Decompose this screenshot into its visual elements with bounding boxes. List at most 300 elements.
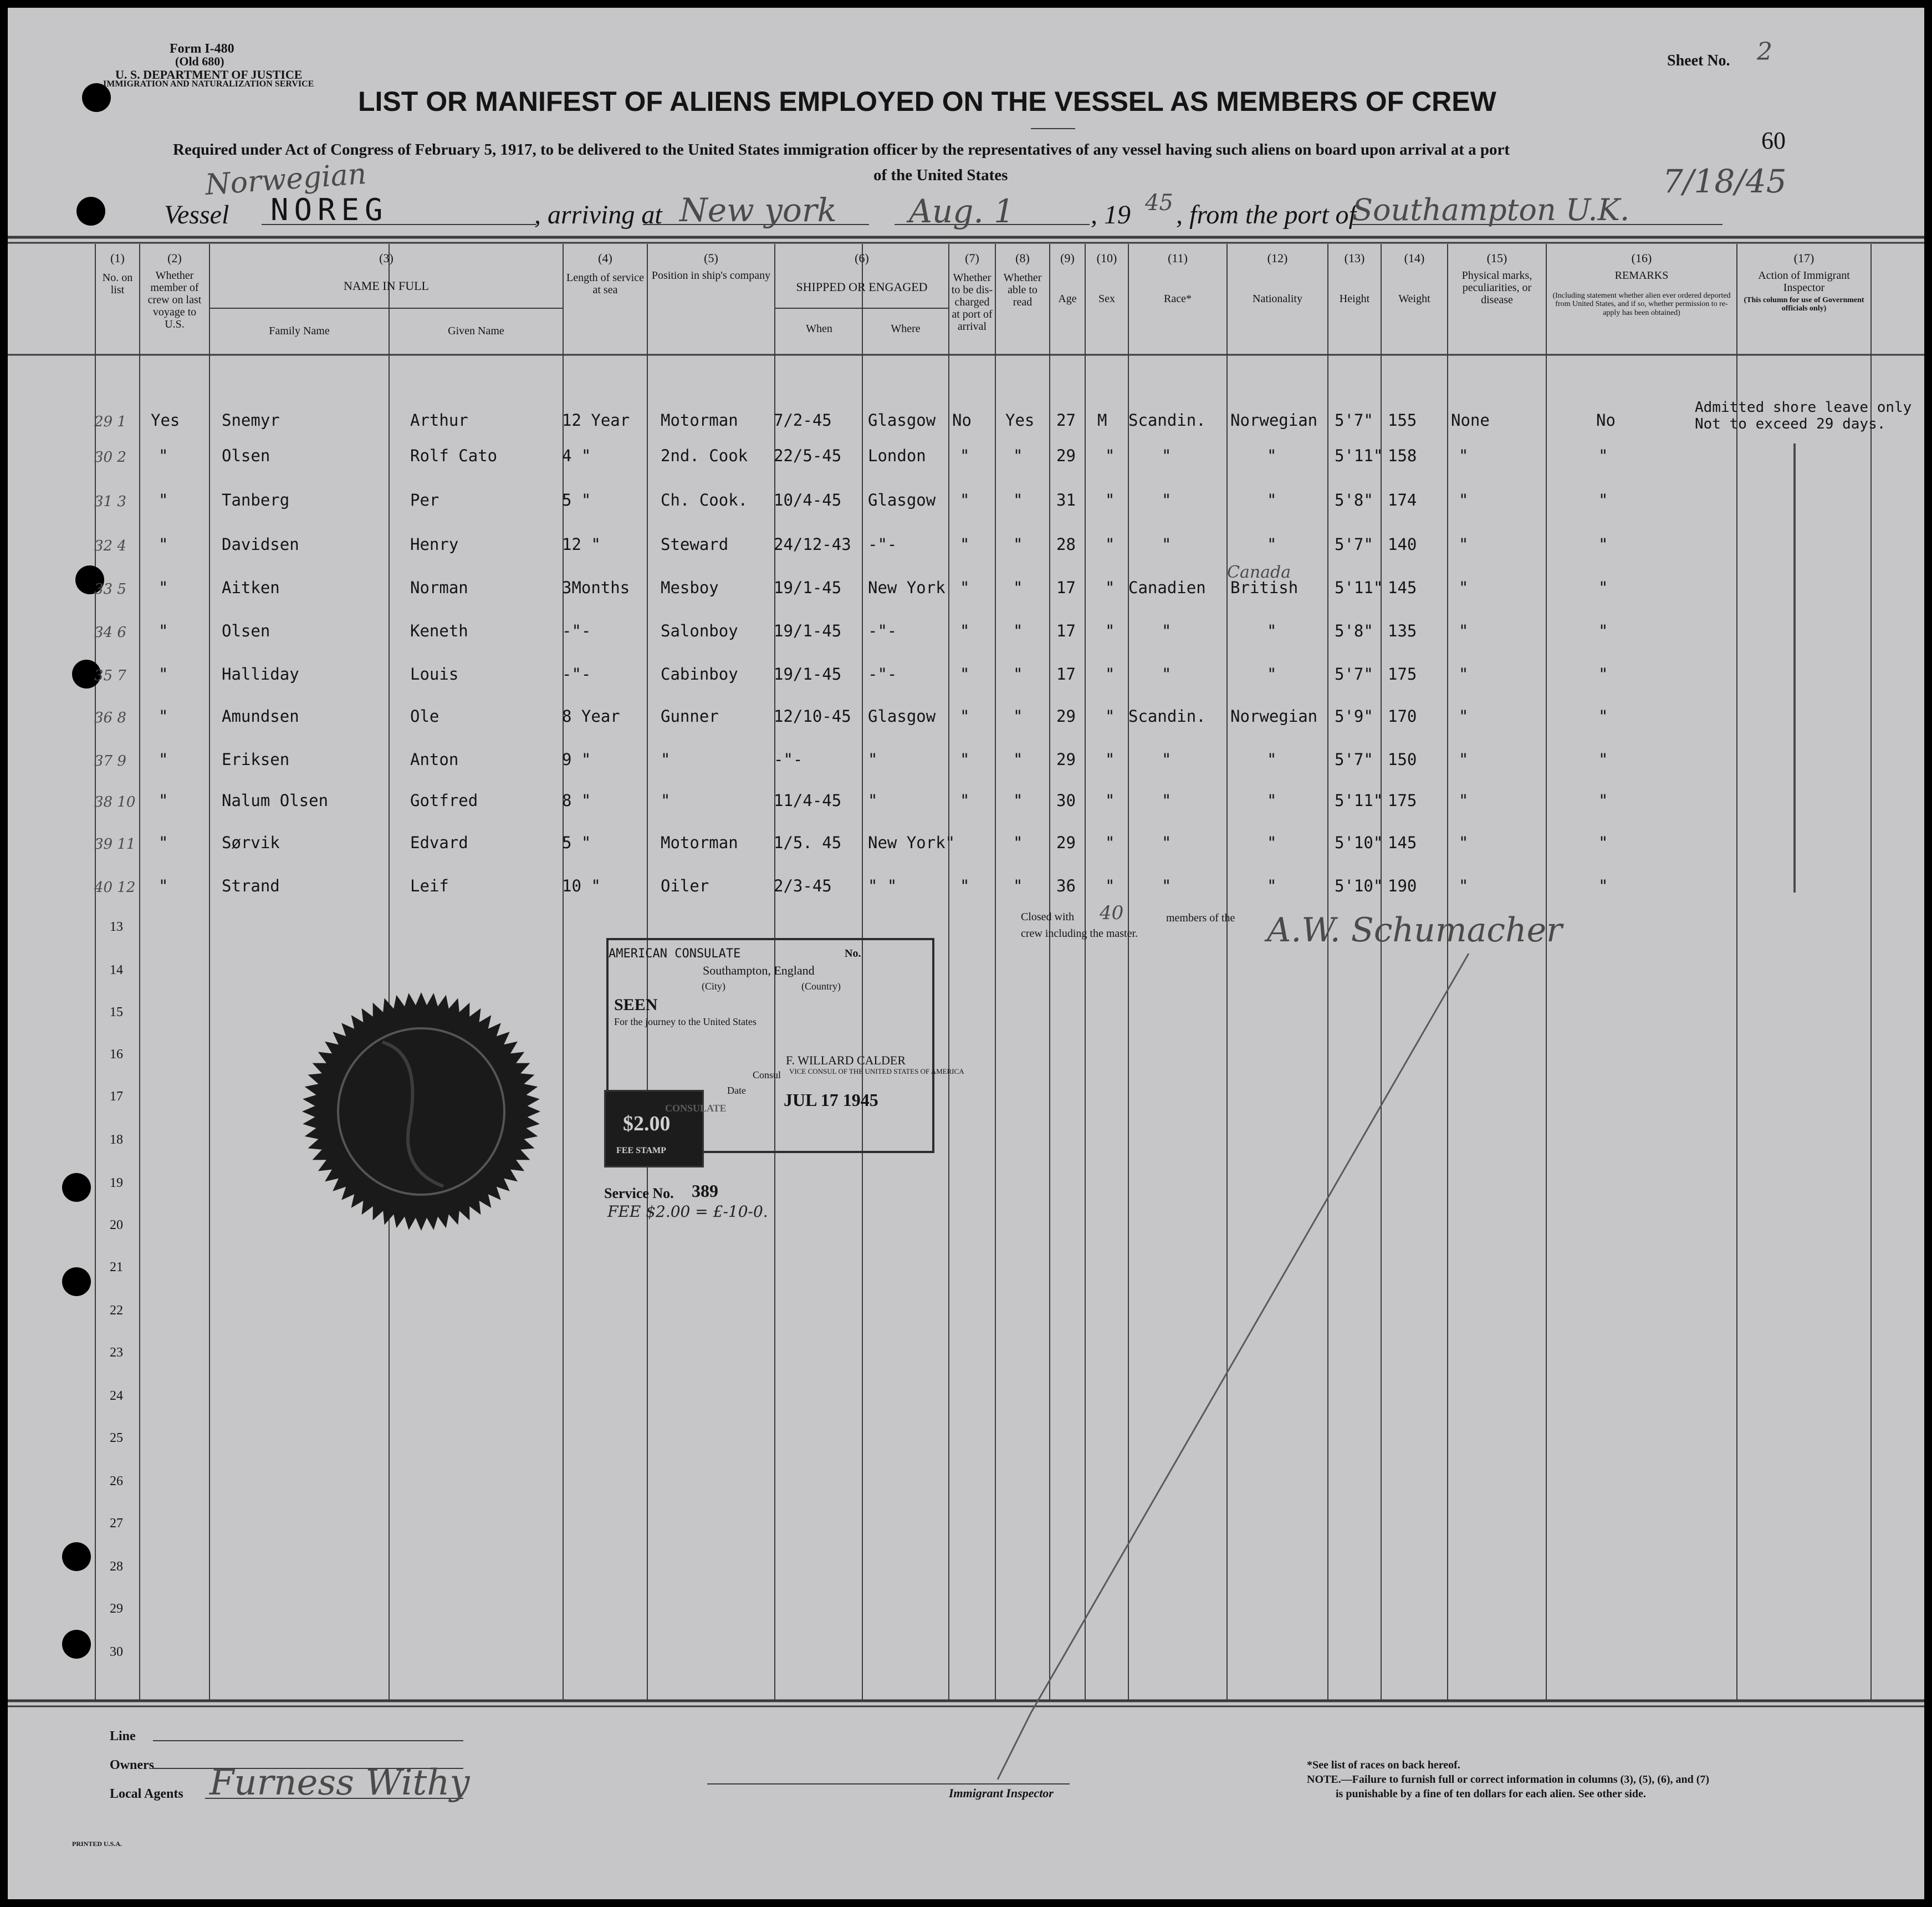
cell-read: " (1013, 535, 1023, 554)
cell-weight: 135 (1388, 621, 1417, 640)
cell-when: 2/3-45 (774, 876, 832, 895)
row-number: 33 5 (94, 581, 126, 598)
cell-when: 11/4-45 (774, 791, 842, 810)
cell-service: 8 Year (562, 707, 620, 726)
footer-inspector-label: Immigrant Inspector (949, 1786, 1054, 1800)
cell-age: 31 (1056, 491, 1076, 509)
cell-when: 19/1-45 (774, 621, 842, 640)
empty-row-number: 17 (110, 1089, 123, 1104)
column-c9-number: (9) (1060, 251, 1075, 265)
cell-given: Leif (410, 876, 449, 895)
stamp-country-label: (Country) (801, 981, 841, 992)
cell-height: 5'7" (1335, 665, 1373, 684)
row-number: 31 3 (94, 493, 126, 510)
cell-marks: None (1451, 411, 1490, 430)
footer-note-2: is punishable by a fine of ten dollars for each alien. See other side. (1336, 1788, 1646, 1800)
stamp-no-label: No. (845, 947, 861, 960)
cell-weight: 158 (1388, 446, 1417, 465)
cell-sex: " (1105, 750, 1115, 769)
cell-position: Salonboy (661, 621, 738, 640)
cell-marks: " (1459, 535, 1469, 554)
empty-row-number: 23 (110, 1345, 123, 1360)
service-fee: FEE $2.00 = £-10-0. (607, 1202, 768, 1221)
stamp-consulate: AMERICAN CONSULATE (609, 947, 741, 961)
empty-row-number: 24 (110, 1389, 123, 1403)
cell-read: " (1013, 578, 1023, 597)
column-c5-label: Position in ship's company (651, 269, 771, 282)
cell-when: 22/5-45 (774, 446, 842, 465)
empty-row-number: 15 (110, 1005, 123, 1019)
cell-discharged: " (960, 791, 970, 810)
cell-when: 24/12-43 (774, 535, 851, 554)
column-c8-label: Whether able to read (1003, 272, 1042, 308)
cell-sex: " (1105, 665, 1115, 684)
from-port-label: , from the port of (1176, 200, 1356, 230)
cell-service: 9 " (562, 750, 591, 769)
cell-marks: " (1459, 446, 1469, 465)
cell-where: " " (868, 876, 897, 895)
cell-service: 5 " (562, 491, 591, 509)
cell-where: New York" (868, 833, 955, 852)
cell-given: Louis (410, 665, 459, 684)
cell-sex: " (1105, 535, 1115, 554)
cell-where: -"- (868, 621, 897, 640)
cell-position: Ch. Cook. (661, 491, 748, 509)
column-c1-label: No. on list (102, 272, 133, 296)
cell-family: Nalum Olsen (222, 791, 329, 810)
cell-age: 29 (1056, 750, 1076, 769)
cell-race: Scandin. (1128, 707, 1206, 726)
cell-family: Olsen (222, 446, 270, 465)
cell-age: 17 (1056, 665, 1076, 684)
column-c15-label: Physical marks, peculiarities, or disease (1461, 269, 1532, 306)
cell-discharged: " (960, 535, 970, 554)
cell-family: Sørvik (222, 833, 280, 852)
cell-when: 12/10-45 (774, 707, 851, 726)
empty-row-number: 26 (110, 1474, 123, 1488)
cell-height: 5'7" (1335, 750, 1373, 769)
punch-hole (62, 1173, 91, 1202)
column-c4-number: (4) (598, 251, 612, 265)
cell-discharged: " (960, 750, 970, 769)
cell-when: 19/1-45 (774, 578, 842, 597)
cell-weight: 145 (1388, 833, 1417, 852)
cell-read: " (1013, 876, 1023, 895)
cell-given: Per (410, 491, 439, 509)
cell-where: Glasgow (868, 411, 936, 430)
cell-discharged: " (960, 446, 970, 465)
cell-age: 30 (1056, 791, 1076, 810)
row-number: 39 11 (94, 836, 136, 853)
cell-prev: " (159, 491, 168, 509)
fee-stamp-overprint: CONSULATE (665, 1103, 727, 1114)
footer-note-star: *See list of races on back hereof. (1307, 1759, 1460, 1771)
cell-when: 1/5. 45 (774, 833, 842, 852)
cell-family: Tanberg (222, 491, 290, 509)
cell-family: Snemyr (222, 411, 280, 430)
cell-read: " (1013, 750, 1023, 769)
cell-remarks: " (1598, 750, 1608, 769)
cell-remarks: " (1598, 535, 1608, 554)
row-number: 34 6 (94, 624, 126, 641)
action-note-line-1: Admitted shore leave only (1695, 399, 1912, 416)
cell-weight: 174 (1388, 491, 1417, 509)
cell-weight: 170 (1388, 707, 1417, 726)
cell-nationality: " (1267, 833, 1277, 852)
column-c15-number: (15) (1486, 251, 1507, 265)
column-c6-label: SHIPPED OR ENGAGED (796, 280, 928, 294)
row-number: 30 2 (94, 449, 126, 466)
column-c17-number: (17) (1793, 251, 1815, 265)
cell-age: 36 (1056, 876, 1076, 895)
cell-marks: " (1459, 578, 1469, 597)
column-c16-label: REMARKS (1614, 269, 1669, 282)
column-c11-number: (11) (1168, 251, 1188, 265)
cell-service: 4 " (562, 446, 591, 465)
stamp-consul-title: VICE CONSUL OF THE UNITED STATES OF AMERICA (789, 1067, 964, 1075)
cell-discharged: " (960, 578, 970, 597)
column-c13-label: Height (1339, 293, 1370, 305)
empty-row-number: 16 (110, 1047, 123, 1062)
cell-service: 12 Year (562, 411, 630, 430)
cell-nationality: " (1267, 535, 1277, 554)
cell-age: 29 (1056, 446, 1076, 465)
cell-service: 10 " (562, 876, 601, 895)
cell-service: -"- (562, 621, 591, 640)
cell-family: Eriksen (222, 750, 290, 769)
cell-remarks: " (1598, 621, 1608, 640)
closing-line-2: crew including the master. (1021, 927, 1138, 940)
cell-position: " (661, 750, 671, 769)
empty-row-number: 29 (110, 1602, 123, 1616)
column-c1-number: (1) (110, 251, 125, 265)
cell-height: 5'11" (1335, 791, 1383, 810)
cell-height: 5'9" (1335, 707, 1373, 726)
row-number: 32 4 (94, 538, 126, 554)
stamp-date: JUL 17 1945 (784, 1090, 878, 1110)
cell-weight: 140 (1388, 535, 1417, 554)
cell-position: Steward (661, 535, 729, 554)
cell-prev: Yes (151, 411, 180, 430)
column-c16-sub: (Including statement whether alien ever ordered deported from United States, and if so, whether permission to re-apply has been obtained) (1552, 292, 1731, 317)
cell-where: " (868, 791, 878, 810)
punch-hole (62, 1267, 91, 1296)
column-c11-label: Race* (1164, 293, 1192, 305)
cell-prev: " (159, 535, 168, 554)
stamp-consul-label: Consul (753, 1069, 781, 1080)
column-c17-sub: (This column for use of Government officials only) (1744, 296, 1864, 313)
cell-nationality: " (1267, 491, 1277, 509)
closing-prefix: Closed with (1021, 911, 1075, 923)
department: U. S. DEPARTMENT OF JUSTICE (115, 68, 303, 81)
empty-row-number: 19 (110, 1176, 123, 1190)
cell-nationality: " (1267, 750, 1277, 769)
cell-remarks: No (1596, 411, 1616, 430)
cell-marks: " (1459, 833, 1469, 852)
cell-read: " (1013, 707, 1023, 726)
cell-height: 5'8" (1335, 621, 1373, 640)
column-c9-label: Age (1058, 293, 1077, 305)
cell-service: 3Months (562, 578, 630, 597)
cell-where: New York (868, 578, 945, 597)
cell-age: 27 (1056, 411, 1076, 430)
column-c7-label: Whether to be dis-charged at port of arrival (951, 272, 993, 333)
vessel-label: Vessel (164, 200, 229, 230)
cell-sex: " (1105, 578, 1115, 597)
column-c10-label: Sex (1098, 293, 1115, 305)
cell-prev: " (159, 621, 168, 640)
stamp-city: Southampton, England (703, 963, 815, 977)
cell-weight: 145 (1388, 578, 1417, 597)
cell-weight: 155 (1388, 411, 1417, 430)
cell-read: " (1013, 491, 1023, 509)
cell-race: " (1162, 665, 1172, 684)
cell-remarks: " (1598, 578, 1608, 597)
cell-prev: " (159, 707, 168, 726)
cell-position: Gunner (661, 707, 719, 726)
empty-row-number: 25 (110, 1431, 123, 1445)
column-c7-number: (7) (965, 251, 979, 265)
form-number: Form I-480 (170, 42, 234, 56)
cell-position: " (661, 791, 671, 810)
cell-service: 8 " (562, 791, 591, 810)
cell-given: Gotfred (410, 791, 478, 810)
cell-given: Arthur (410, 411, 468, 430)
footer-note-1: NOTE.—Failure to furnish full or correct information in columns (3), (5), (6), and (7) (1307, 1773, 1710, 1786)
cell-discharged: " (960, 621, 970, 640)
cell-sex: " (1105, 621, 1115, 640)
cell-height: 5'7" (1335, 535, 1373, 554)
from-port: Southampton U.K. (1352, 192, 1630, 227)
cell-sex: " (1105, 833, 1115, 852)
subtitle-line-1: Required under Act of Congress of February 5, 1917, to be delivered to the United States immigration officer by the representatives of any vessel having such aliens on board upon arrival at a port (173, 141, 1510, 159)
arriving-label: , arriving at (534, 200, 662, 230)
row-number: 36 8 (94, 710, 126, 726)
sheet-value: 2 (1757, 38, 1772, 66)
punch-hole (76, 197, 105, 226)
cell-marks: " (1459, 621, 1469, 640)
corner-date: 7/18/45 (1663, 162, 1787, 200)
column-c5-number: (5) (704, 251, 718, 265)
stamp-journey: For the journey to the United States (614, 1016, 757, 1027)
cell-service: 5 " (562, 833, 591, 852)
row-number: 29 1 (94, 414, 126, 430)
service: IMMIGRATION AND NATURALIZATION SERVICE (103, 79, 314, 89)
nationality-handwritten: Norwegian (204, 157, 368, 202)
cell-position: Mesboy (661, 578, 719, 597)
cell-family: Halliday (222, 665, 299, 684)
column-c3-given: Given Name (448, 325, 504, 337)
cell-race: " (1162, 621, 1172, 640)
column-c6-when: When (806, 323, 832, 335)
fee-stamp-amount: $2.00 (623, 1112, 671, 1135)
cell-read: " (1013, 446, 1023, 465)
cell-race: " (1162, 535, 1172, 554)
cell-family: Olsen (222, 621, 270, 640)
cell-age: 17 (1056, 621, 1076, 640)
cell-family: Davidsen (222, 535, 299, 554)
column-c2-label: Whether member of crew on last voyage to U.S. (147, 269, 202, 330)
column-c13-number: (13) (1344, 251, 1365, 265)
column-c16-number: (16) (1631, 251, 1652, 265)
cell-remarks: " (1598, 876, 1608, 895)
cell-prev: " (159, 446, 168, 465)
cell-discharged: " (960, 707, 970, 726)
cell-family: Strand (222, 876, 280, 895)
cell-read: " (1013, 665, 1023, 684)
row-number: 35 7 (94, 667, 126, 684)
cell-prev: " (159, 750, 168, 769)
cell-age: 28 (1056, 535, 1076, 554)
cell-prev: " (159, 876, 168, 895)
cell-nationality: " (1267, 621, 1277, 640)
cell-height: 5'8" (1335, 491, 1373, 509)
cell-position: Motorman (661, 833, 738, 852)
cell-remarks: " (1598, 833, 1608, 852)
corner-number: 60 (1761, 127, 1786, 154)
empty-row-number: 30 (110, 1645, 123, 1659)
cell-marks: " (1459, 876, 1469, 895)
cell-where: Glasgow (868, 491, 936, 509)
cell-race: " (1162, 876, 1172, 895)
footer-agents-label: Local Agents (110, 1787, 183, 1801)
column-c3-number: (3) (379, 251, 393, 265)
cell-remarks: " (1598, 665, 1608, 684)
cell-when: 10/4-45 (774, 491, 842, 509)
column-c12-label: Nationality (1253, 293, 1302, 305)
cell-read: Yes (1005, 411, 1035, 430)
footer-agents-value: Furness Withy (209, 1762, 470, 1803)
cell-prev: " (159, 791, 168, 810)
cell-given: Edvard (410, 833, 468, 852)
printer-mark: PRINTED U.S.A. (72, 1840, 122, 1848)
footer-line-label: Line (110, 1729, 136, 1743)
cell-nationality: British (1230, 578, 1299, 597)
cell-weight: 190 (1388, 876, 1417, 895)
cell-given: Anton (410, 750, 459, 769)
vessel-name: NOREG (270, 192, 389, 227)
cell-discharged: " (960, 491, 970, 509)
service-number-value: 389 (692, 1181, 718, 1201)
cell-discharged: No (952, 411, 972, 430)
cell-height: 5'10" (1335, 876, 1383, 895)
cell-when: -"- (774, 750, 803, 769)
cell-discharged: " (960, 665, 970, 684)
stamp-consul-name: F. WILLARD CALDER (786, 1053, 906, 1067)
column-c8-number: (8) (1015, 251, 1030, 265)
cell-where: London (868, 446, 926, 465)
cell-age: 29 (1056, 707, 1076, 726)
cell-service: 12 " (562, 535, 601, 554)
cell-where: " (868, 750, 878, 769)
empty-row-number: 20 (110, 1218, 123, 1232)
column-c14-number: (14) (1404, 251, 1425, 265)
cell-family: Amundsen (222, 707, 299, 726)
cell-height: 5'10" (1335, 833, 1383, 852)
column-c12-number: (12) (1267, 251, 1288, 265)
cell-given: Henry (410, 535, 459, 554)
column-c2-number: (2) (167, 251, 182, 265)
cell-prev: " (159, 833, 168, 852)
cell-prev: " (159, 578, 168, 597)
cell-given: Norman (410, 578, 468, 597)
nationality-handwritten-note: Canada (1227, 563, 1291, 582)
stamp-date-label: Date (727, 1085, 746, 1096)
empty-row-number: 21 (110, 1260, 123, 1274)
cell-when: 19/1-45 (774, 665, 842, 684)
cell-marks: " (1459, 750, 1469, 769)
cell-remarks: " (1598, 446, 1608, 465)
stamp-city-label: (City) (702, 981, 725, 992)
footer-owners-label: Owners (110, 1758, 154, 1772)
column-c14-label: Weight (1398, 293, 1430, 305)
cell-marks: " (1459, 491, 1469, 509)
cell-family: Aitken (222, 578, 280, 597)
cell-prev: " (159, 665, 168, 684)
cell-race: " (1162, 446, 1172, 465)
fee-stamp-label: FEE STAMP (616, 1146, 666, 1155)
punch-hole (62, 1630, 91, 1659)
year-value: 45 (1145, 190, 1173, 216)
cell-read: " (1013, 791, 1023, 810)
cell-nationality: Norwegian (1230, 411, 1318, 430)
cell-sex: " (1105, 446, 1115, 465)
closing-count: 40 (1100, 902, 1124, 924)
column-c6-where: Where (891, 323, 921, 335)
stamp-seen: SEEN (614, 996, 658, 1014)
cell-read: " (1013, 833, 1023, 852)
cell-position: Oiler (661, 876, 709, 895)
cell-race: Canadien (1128, 578, 1206, 597)
cell-given: Rolf Cato (410, 446, 498, 465)
service-number-label: Service No. (604, 1185, 674, 1201)
cell-sex: M (1097, 411, 1107, 430)
cell-service: -"- (562, 665, 591, 684)
cell-race: " (1162, 833, 1172, 852)
cell-when: 7/2-45 (774, 411, 832, 430)
row-number: 37 9 (94, 753, 126, 769)
cell-position: Motorman (661, 411, 738, 430)
column-c10-number: (10) (1096, 251, 1117, 265)
empty-row-number: 14 (110, 963, 123, 977)
cell-where: -"- (868, 535, 897, 554)
cell-weight: 175 (1388, 665, 1417, 684)
cell-sex: " (1105, 791, 1115, 810)
closing-suffix: members of the (1166, 912, 1235, 924)
cell-given: Ole (410, 707, 439, 726)
cell-sex: " (1105, 491, 1115, 509)
cell-height: 5'7" (1335, 411, 1373, 430)
cell-race: " (1162, 791, 1172, 810)
empty-row-number: 27 (110, 1516, 123, 1531)
column-c4-label: Length of service at sea (566, 272, 644, 296)
cell-weight: 175 (1388, 791, 1417, 810)
year-prefix: , 19 (1091, 200, 1131, 230)
cell-sex: " (1105, 876, 1115, 895)
cell-race: Scandin. (1128, 411, 1206, 430)
form-old-number: (Old 680) (175, 54, 224, 68)
cell-remarks: " (1598, 491, 1608, 509)
row-number: 40 12 (94, 879, 136, 896)
column-c17-label: Action of Immigrant Inspector (1758, 269, 1850, 294)
cell-where: Glasgow (868, 707, 936, 726)
master-signature: A.W. Schumacher (1267, 911, 1562, 950)
cell-height: 5'11" (1335, 446, 1383, 465)
cell-where: -"- (868, 665, 897, 684)
row-number: 38 10 (94, 794, 136, 810)
cell-nationality: " (1267, 791, 1277, 810)
cell-race: " (1162, 750, 1172, 769)
